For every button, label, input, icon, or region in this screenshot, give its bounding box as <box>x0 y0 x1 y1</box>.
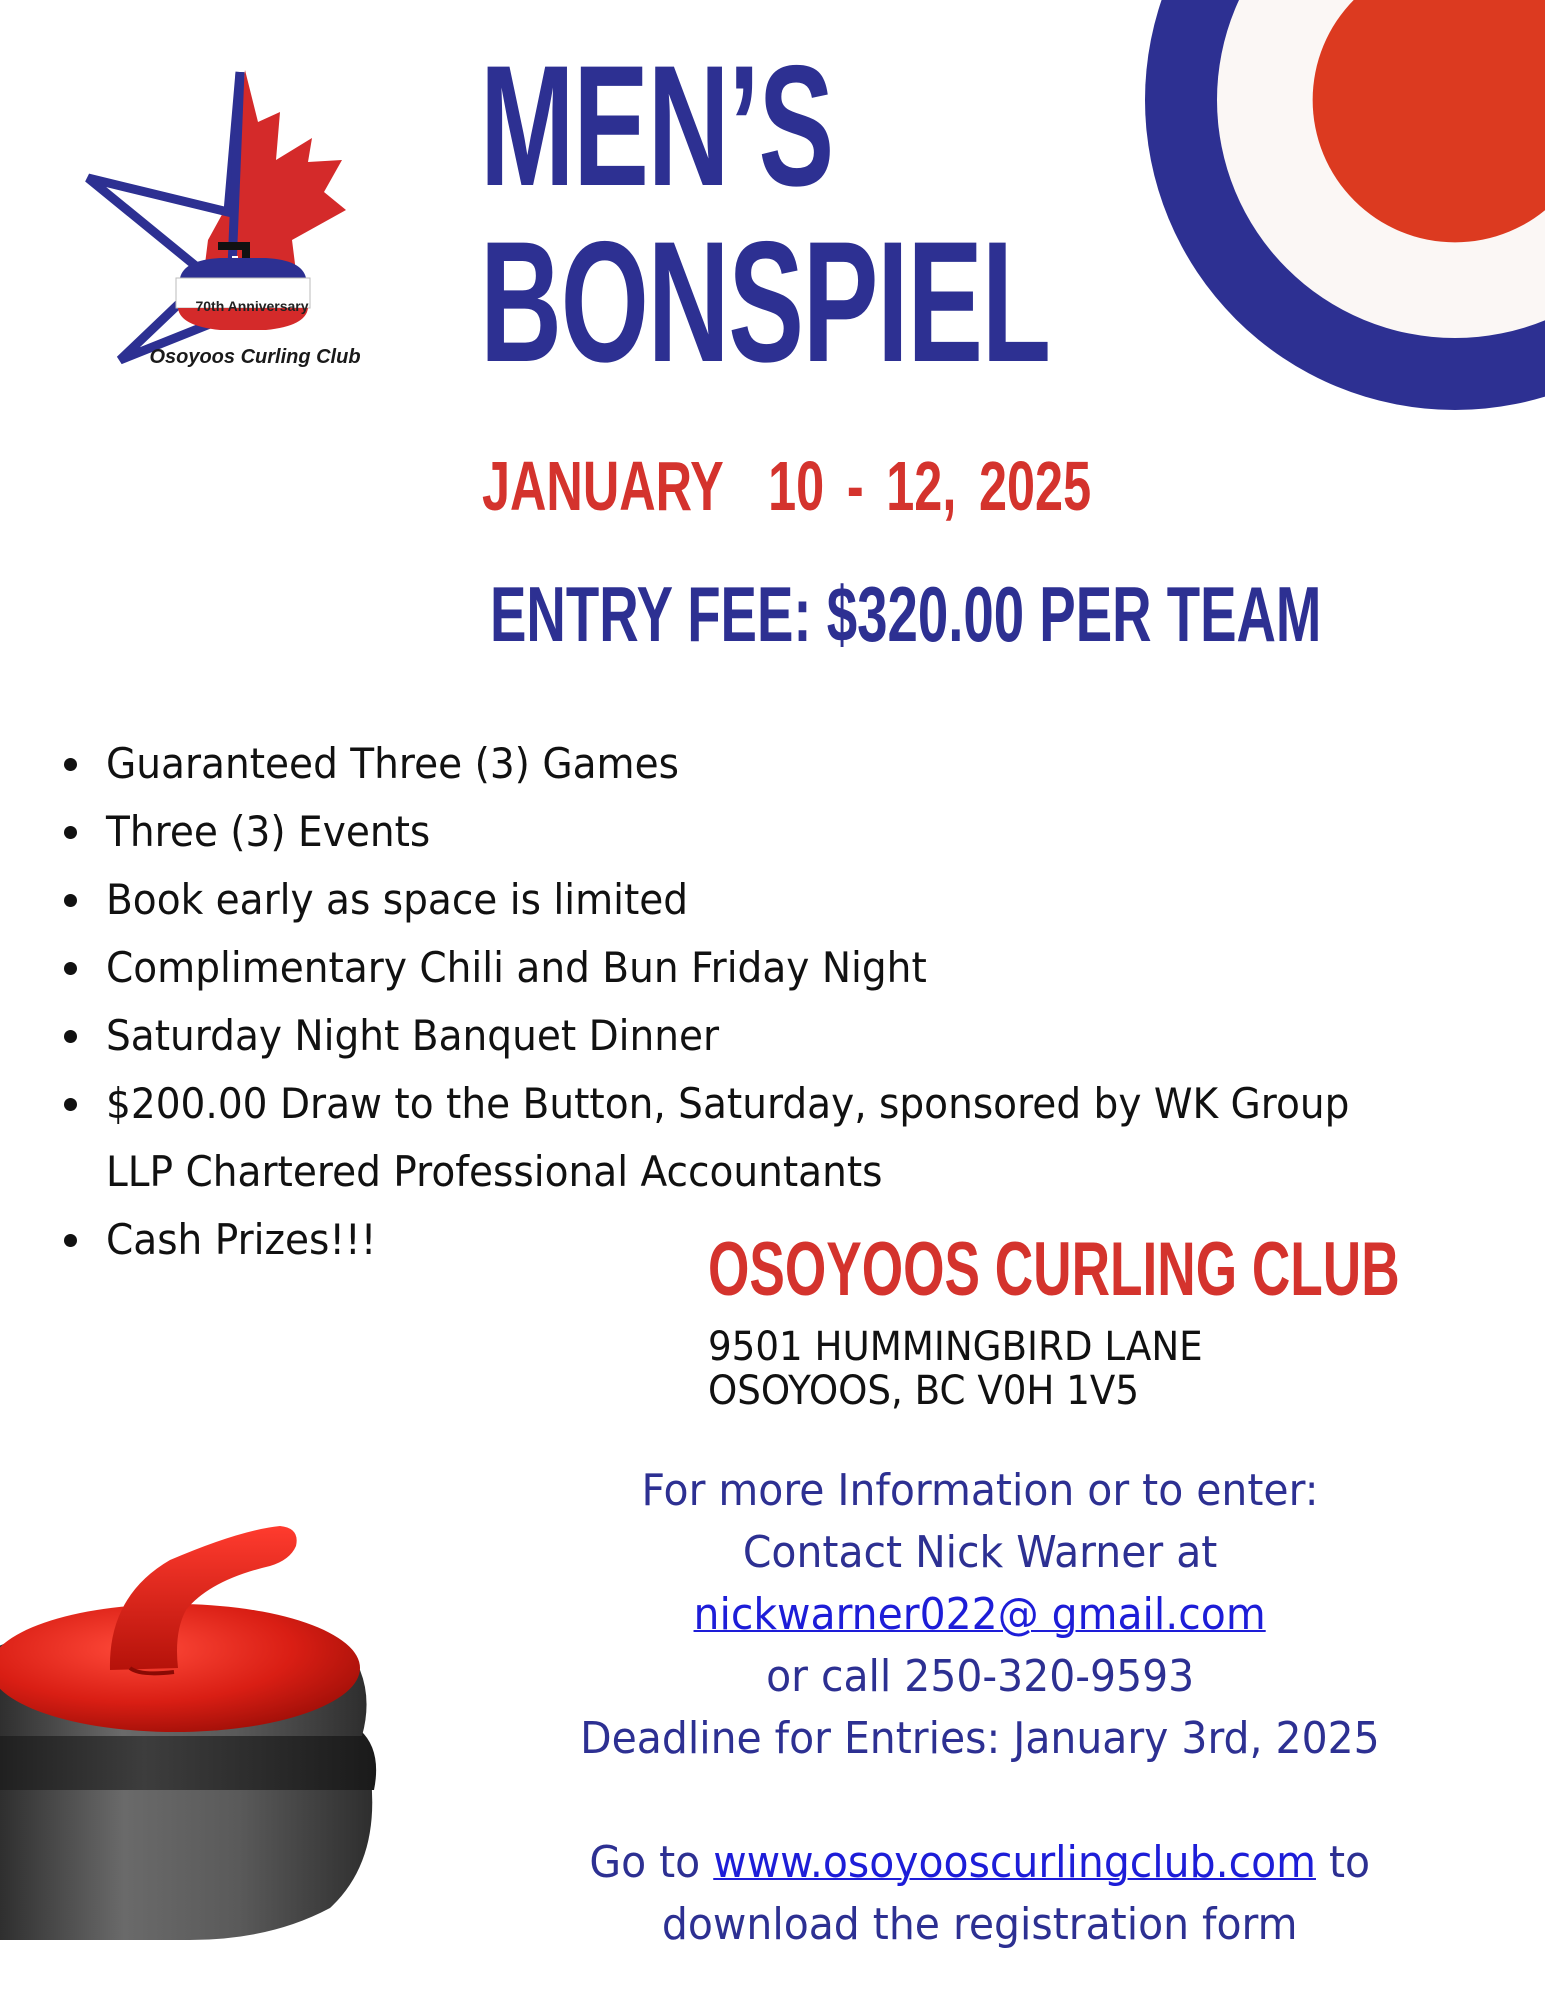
list-item: Cash Prizes!!! <box>60 1206 1500 1274</box>
phone-line: or call 250-320-9593 <box>765 1651 1195 1702</box>
maple-leaf-star-icon <box>80 60 380 380</box>
goto-prefix: Go to <box>589 1837 701 1888</box>
list-item: $200.00 Draw to the Button, Saturday, sponsored by WK Group LLP Chartered Professional Accountants <box>60 1070 1500 1206</box>
club-logo <box>80 60 380 380</box>
list-item: Guaranteed Three (3) Games <box>60 730 1500 798</box>
list-item: Book early as space is limited <box>60 866 1500 934</box>
entry-fee: ENTRY FEE: $320.00 PER TEAM <box>490 570 1322 658</box>
page-title-line2: BONSPIEL <box>480 206 1050 398</box>
download-instruction: download the registration form <box>662 1899 1298 1950</box>
list-item: Saturday Night Banquet Dinner <box>60 1002 1500 1070</box>
website-link[interactable]: www.osoyooscurlingclub.com <box>713 1837 1317 1888</box>
curling-target-graphic <box>1145 0 1545 410</box>
list-item: Complimentary Chili and Bun Friday Night <box>60 934 1500 1002</box>
feature-list <box>60 730 1500 1274</box>
list-item: Three (3) Events <box>60 798 1500 866</box>
entry-deadline: Deadline for Entries: January 3rd, 2025 <box>580 1713 1380 1764</box>
club-name-heading: OSOYOOS CURLING CLUB <box>708 1227 1400 1312</box>
logo-club-name: Osoyoos Curling Club <box>149 346 361 368</box>
contact-name: Contact Nick Warner at <box>742 1527 1218 1578</box>
goto-suffix: to <box>1329 1837 1371 1888</box>
address-line2: OSOYOOS, BC V0H 1V5 <box>708 1368 1140 1414</box>
email-link[interactable]: nickwarner022@ gmail.com <box>693 1589 1267 1640</box>
address-line1: 9501 HUMMINGBIRD LANE <box>708 1324 1203 1370</box>
logo-anniversary-text: 70th Anniversary <box>195 298 309 314</box>
contact-block <box>480 1460 1480 1956</box>
page-title-line1: MEN’S <box>480 30 833 222</box>
curling-stone-icon <box>0 1500 400 1940</box>
event-date: JANUARY 10 - 12, 2025 <box>482 447 1092 525</box>
contact-intro: For more Information or to enter: <box>641 1465 1319 1516</box>
